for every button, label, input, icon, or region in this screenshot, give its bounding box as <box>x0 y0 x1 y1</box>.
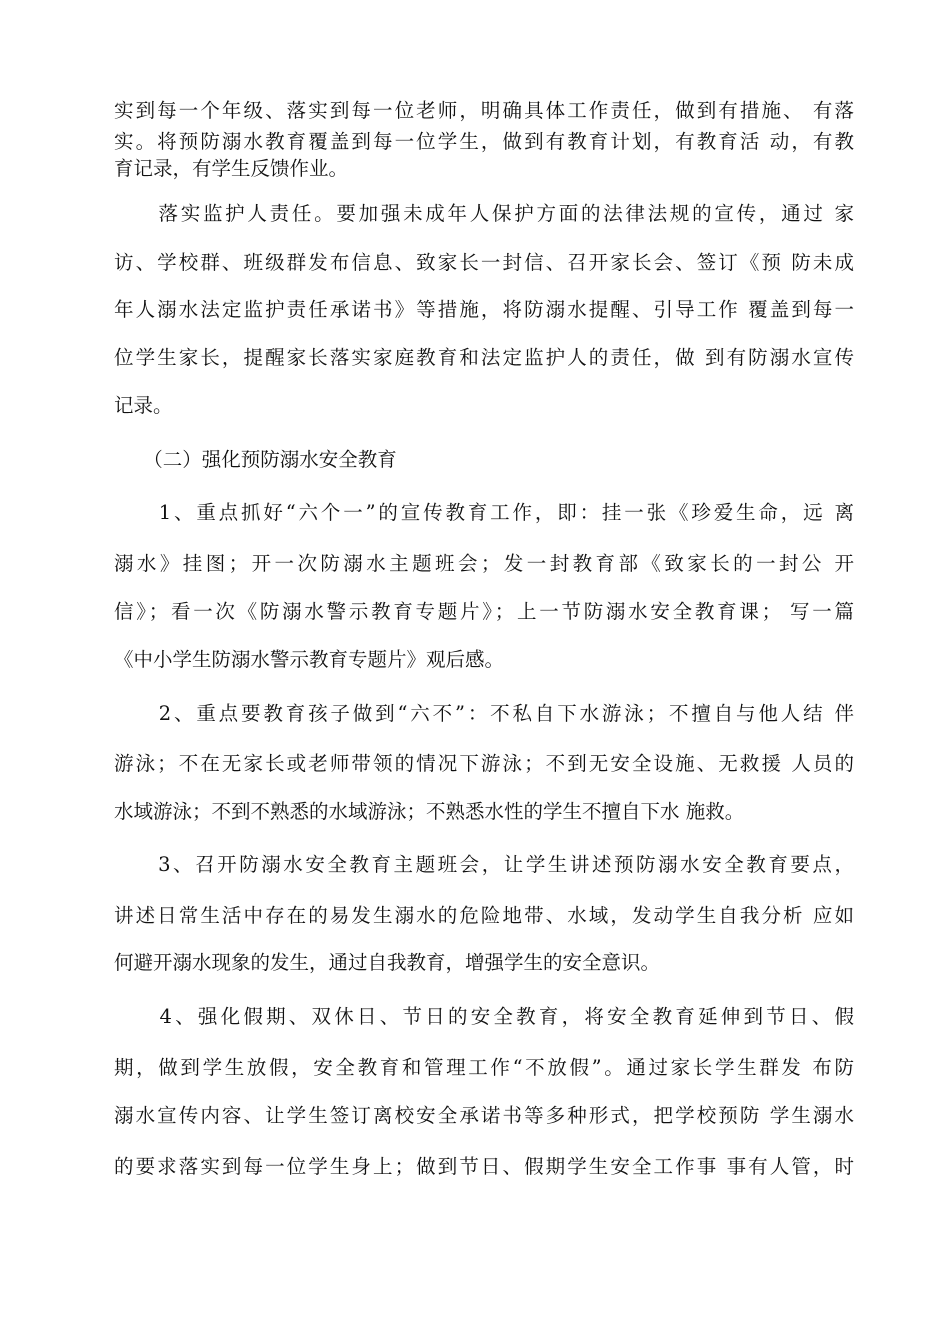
text-line: 记录。 <box>114 394 173 417</box>
text-line: 实。将预防溺水教育覆盖到每一位学生，做到有教育计划，有教育活 动，有教 <box>114 130 854 153</box>
text-line: 育记录，有学生反馈作业。 <box>114 157 349 180</box>
text-line: 信》；看一次《防溺水警示教育专题片》；上一节防溺水安全教育课； 写一篇 <box>114 600 854 623</box>
text-line: 落实监护人责任。要加强未成年人保护方面的法律法规的宣传，通过 家 <box>114 202 854 225</box>
text-line: 访、学校群、班级群发布信息、致家长一封信、召开家长会、签订《预 防未成 <box>114 251 854 274</box>
text-line: 何避开溺水现象的发生，通过自我教育，增强学生的安全意识。 <box>114 951 661 974</box>
text-line: 位学生家长，提醒家长落实家庭教育和法定监护人的责任，做 到有防溺水宣传 <box>114 346 854 369</box>
text-line: 1、重点抓好“六个一”的宣传教育工作，即：挂一张《珍爱生命，远 离 <box>114 501 854 524</box>
text-line: 期，做到学生放假，安全教育和管理工作“不放假”。通过家长学生群发 布防 <box>114 1056 854 1079</box>
section-heading: （二）强化预防溺水安全教育 <box>114 448 397 471</box>
text-line: 《中小学生防溺水警示教育专题片》观后感。 <box>114 648 505 671</box>
text-line: 2、重点要教育孩子做到“六不”：不私自下水游泳；不擅自与他人结 伴 <box>114 702 854 725</box>
text-line: 年人溺水法定监护责任承诺书》等措施，将防溺水提醒、引导工作 覆盖到每一 <box>114 298 854 321</box>
text-line: 实到每一个年级、落实到每一位老师，明确具体工作责任，做到有措施、 有落 <box>114 99 854 122</box>
text-line: 溺水宣传内容、让学生签订离校安全承诺书等多种形式，把学校预防 学生溺水 <box>114 1104 854 1127</box>
text-line: 溺水》挂图；开一次防溺水主题班会；发一封教育部《致家长的一封公 开 <box>114 552 854 575</box>
text-line: 3、召开防溺水安全教育主题班会，让学生讲述预防溺水安全教育要点， <box>114 853 854 876</box>
text-line: 4、强化假期、双休日、节日的安全教育，将安全教育延伸到节日、假 <box>114 1005 854 1028</box>
text-line: 讲述日常生活中存在的易发生溺水的危险地带、水域，发动学生自我分析 应如 <box>114 904 854 927</box>
text-line: 游泳；不在无家长或老师带领的情况下游泳；不到无安全设施、无救援 人员的 <box>114 752 854 775</box>
text-line: 的要求落实到每一位学生身上；做到节日、假期学生安全工作事 事有人管，时 <box>114 1155 854 1178</box>
text-line: 水域游泳；不到不熟悉的水域游泳；不熟悉水性的学生不擅自下水 施救。 <box>114 800 745 823</box>
